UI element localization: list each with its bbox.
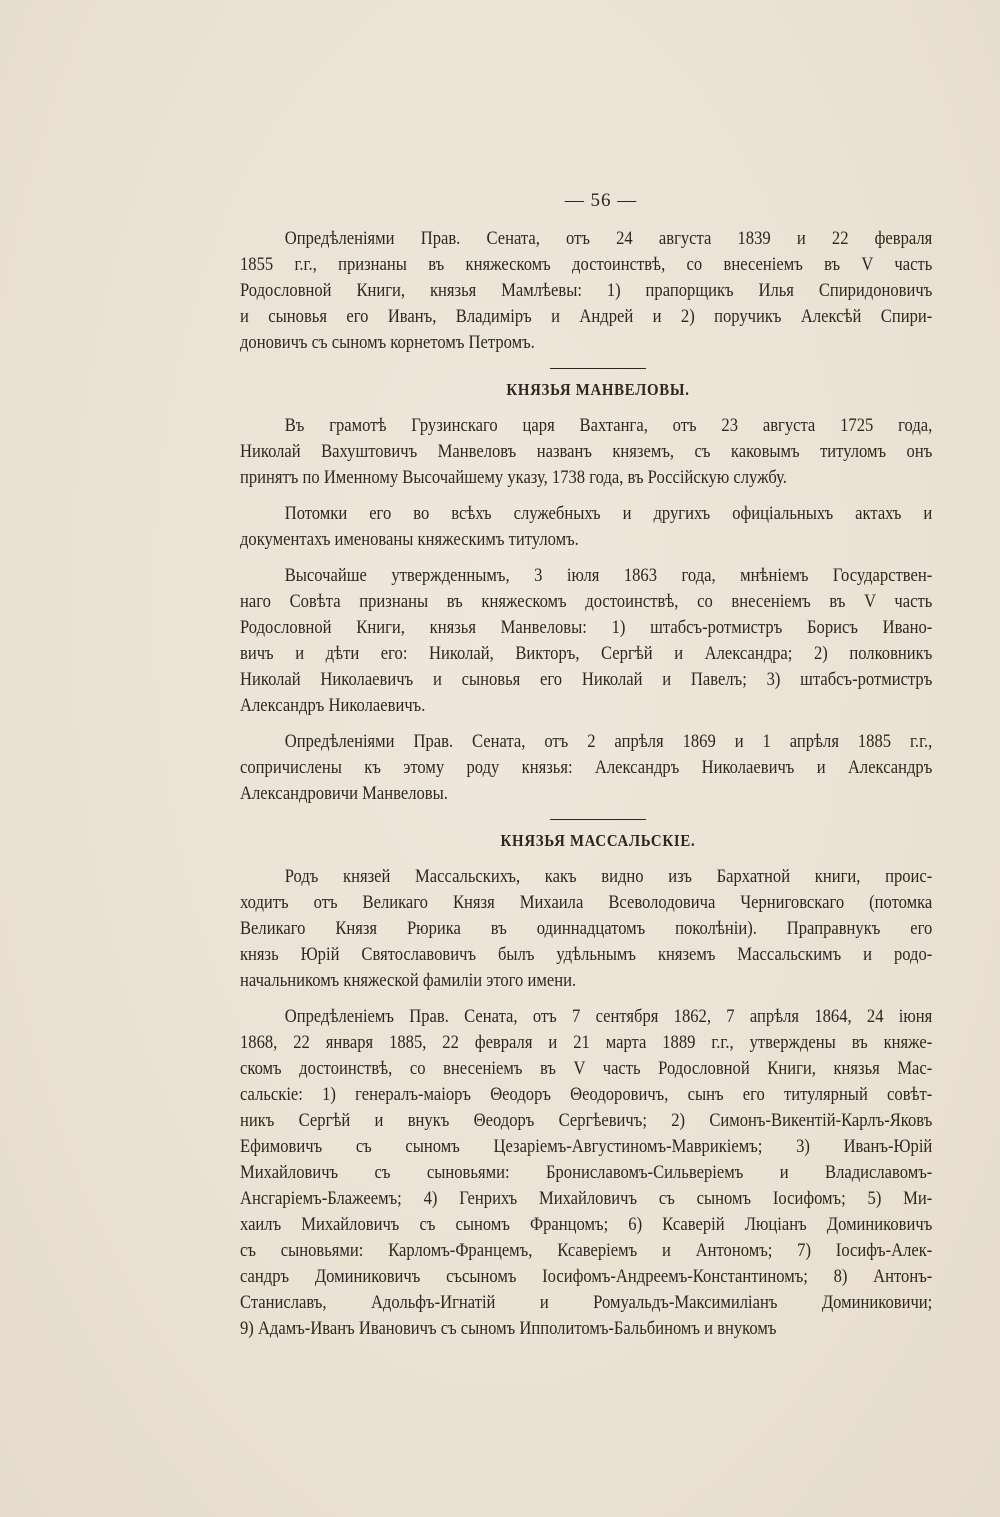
text-line: Великаго Князя Рюрика въ одиннадцатомъ поколѣніи). Праправнукъ его: [240, 918, 933, 939]
paragraph: [240, 501, 932, 553]
document-page: [240, 186, 932, 1342]
text-line: доновичъ съ сыномъ корнетомъ Петромъ.: [240, 332, 535, 353]
text-line: документахъ именованы княжескимъ титуломъ.: [240, 529, 579, 550]
paragraph: [240, 729, 932, 807]
text-line: 1868, 22 января 1885, 22 февраля и 21 марта 1889 г.г., утверждены въ княже-: [240, 1032, 933, 1053]
text-line: Станиславъ, Адольфъ-Игнатій и Ромуальдъ-Максимиліанъ Доминиковичи;: [240, 1292, 933, 1313]
text-line: скомъ достоинствѣ, со внесеніемъ въ V часть Родословной Книги, князья Мас-: [240, 1058, 933, 1079]
text-line: сальскіе: 1) генералъ-маіоръ Θеодоръ Θеодоровичъ, сынъ его титулярный совѣт-: [240, 1084, 933, 1105]
text-line: съ сыновьями: Карломъ-Францемъ, Ксаверіемъ и Антономъ; 7) Іосифъ-Алек-: [240, 1240, 933, 1261]
text-line: Ансгаріемъ-Блажеемъ; 4) Генрихъ Михайловичъ съ сыномъ Іосифомъ; 5) Ми-: [240, 1188, 933, 1209]
text-line: никъ Сергѣй и внукъ Θеодоръ Сергѣевичъ; 2) Симонъ-Викентій-Карлъ-Яковъ: [240, 1110, 933, 1131]
text-line: 1855 г.г., признаны въ княжескомъ достоинствѣ, со внесеніемъ въ V часть: [240, 254, 933, 275]
section: [240, 226, 932, 356]
paragraph: [240, 864, 932, 994]
section: [240, 368, 932, 807]
text-line: и сыновья его Иванъ, Владиміръ и Андрей и 2) поручикъ Алексѣй Спири-: [240, 306, 933, 327]
text-line: Николай Николаевичъ и сыновья его Николай и Павелъ; 3) штабсъ-ротмистръ: [240, 669, 933, 690]
text-line: Николай Вахуштовичъ Манвеловъ названъ княземъ, съ каковымъ титуломъ онъ: [240, 441, 933, 462]
page-content: [240, 226, 932, 1342]
text-line: Опредѣленіями Прав. Сената, отъ 24 августа 1839 и 22 февраля: [284, 228, 933, 249]
text-line: принятъ по Именному Высочайшему указу, 1738 года, въ Россійскую службу.: [240, 467, 787, 488]
text-line: Опредѣленіемъ Прав. Сената, отъ 7 сентября 1862, 7 апрѣля 1864, 24 іюня: [284, 1006, 933, 1027]
text-line: Родословной Книги, князья Мамлѣевы: 1) прапорщикъ Илья Спиридоновичъ: [240, 280, 933, 301]
text-line: Опредѣленіями Прав. Сената, отъ 2 апрѣля 1869 и 1 апрѣля 1885 г.г.,: [284, 731, 933, 752]
page-number: — 56 —: [564, 190, 638, 211]
section-heading: КНЯЗЬЯ МАНВЕЛОВЫ.: [506, 380, 690, 399]
text-line: Михайловичъ съ сыновьями: Брониславомъ-Сильверіемъ и Владиславомъ-: [240, 1162, 933, 1183]
text-line: Ефимовичъ съ сыномъ Цезаріемъ-Августиномъ-Маврикіемъ; 3) Иванъ-Юрій: [240, 1136, 933, 1157]
section-divider: [550, 368, 646, 369]
text-line: сопричислены къ этому роду князья: Александръ Николаевичъ и Александръ: [240, 757, 933, 778]
text-line: Высочайше утвержденнымъ, 3 іюля 1863 года, мнѣніемъ Государствен-: [284, 565, 933, 586]
text-line: начальникомъ княжеской фамиліи этого имени.: [240, 970, 577, 991]
text-line: сандръ Доминиковичъ съсыномъ Іосифомъ-Андреемъ-Константиномъ; 8) Антонъ-: [240, 1266, 933, 1287]
text-line: князь Юрій Святославовичъ былъ удѣльнымъ княземъ Массальскимъ и родо-: [240, 944, 933, 965]
section-heading: КНЯЗЬЯ МАССАЛЬСКІЕ.: [500, 831, 696, 850]
section-divider: [550, 819, 646, 820]
text-line: Родъ князей Массальскихъ, какъ видно изъ Бархатной книги, проис-: [284, 866, 933, 887]
paragraph: [240, 563, 932, 719]
text-line: вичъ и дѣти его: Николай, Викторъ, Сергѣй и Александра; 2) полковникъ: [240, 643, 933, 664]
text-line: хаилъ Михайловичъ съ сыномъ Францомъ; 6) Ксаверій Люціанъ Доминиковичъ: [240, 1214, 933, 1235]
text-line: Въ грамотѣ Грузинскаго царя Вахтанга, отъ 23 августа 1725 года,: [284, 415, 933, 436]
paragraph: [240, 1004, 932, 1342]
paragraph: [240, 413, 932, 491]
text-line: Родословной Книги, князья Манвеловы: 1) штабсъ-ротмистръ Борисъ Ивано-: [240, 617, 933, 638]
text-line: Потомки его во всѣхъ служебныхъ и другихъ офиціальныхъ актахъ и: [284, 503, 933, 524]
text-line: ходитъ отъ Великаго Князя Михаила Всеволодовича Черниговскаго (потомка: [240, 892, 933, 913]
text-line: 9) Адамъ-Иванъ Ивановичъ съ сыномъ Ипполитомъ-Бальбиномъ и внукомъ: [240, 1318, 777, 1339]
paragraph: [240, 226, 932, 356]
text-line: Александръ Николаевичъ.: [240, 695, 426, 716]
text-line: Александровичи Манвеловы.: [240, 783, 448, 804]
text-line: наго Совѣта признаны въ княжескомъ достоинствѣ, со внесеніемъ въ V часть: [240, 591, 933, 612]
section: [240, 819, 932, 1342]
